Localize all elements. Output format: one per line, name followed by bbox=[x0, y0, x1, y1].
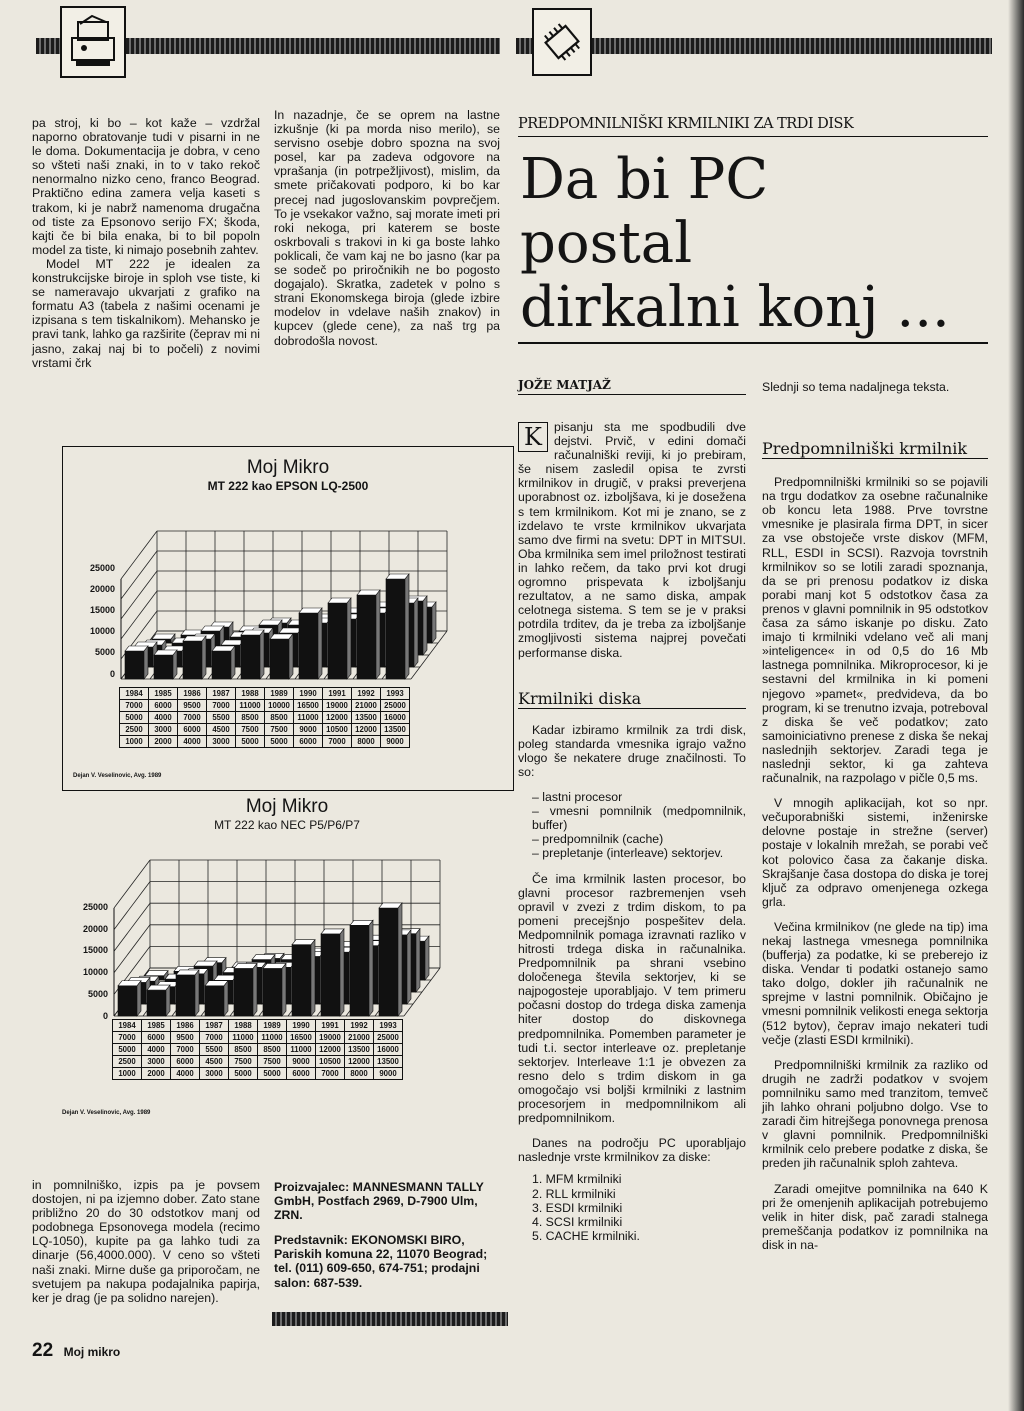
chart-title: Moj Mikro bbox=[245, 796, 329, 817]
data-label: 11000 bbox=[287, 1044, 316, 1056]
drop-cap: K bbox=[518, 422, 548, 452]
bar bbox=[350, 920, 373, 1016]
tick-label: 1991 bbox=[316, 1020, 345, 1032]
data-label: 7000 bbox=[316, 1068, 345, 1080]
bar bbox=[176, 970, 199, 1016]
paragraph: Večina krmilnikov (ne glede na tip) ima nekaj lastnega vmesnega pomnilnika (bufferja) za podatke, ki se preberejo iz diska. Vendar ti podatki ostanejo samo tako dolgo, dokler jih računalnik ne sprejme v lastni pomnilnik. Običajno je vmesni pomnilnik velikosti enega sektorja (512 bytov), čeprav imajo nekateri tudi večje (zlasti ESDI krmilniki). bbox=[762, 919, 988, 1047]
tick-label: 1987 bbox=[207, 688, 236, 700]
list-item: 5. CACHE krmilniki. bbox=[532, 1228, 640, 1243]
bar bbox=[125, 646, 148, 679]
paragraph: Predpomnilniški krmilniki so se pojavili na trgu dodatkov za osebne računalnike ob koncu leta 1988. Prve tovrstne vmesnike je plasirala firma DPT, in sicer za vse obstoječe vrste diskov (MFM, RLL, ESDI in SCSI). Razvoja tovrstnih krmilnikov so se lotili zaradi spoznanja, da se pri prenosu podatkov iz diska porabi manj kot 5 odstotkov časa za prenos v glavni pomnilnik in 95 odstotkov časa za sámo iskanje po disku. Zato imajo ti krmilniki vdelano več ali manj »inteligence« in od 0,5 do 16 Mb lastnega pomnilnika. Mikroprocesor, ki je sestavni del krmilnika in ki pomeni njegovo »pamet«, predvideva, da bo program, ki se trenutno izvaja, potreboval z diska še več podatkov; zato samoiniciativno prenese z diska še nekaj naslednjih sektorjev. Zaradi tega je naslednji sektor, ki ga zahteva računalnik, na razpolago v pičle 0,5 ms. bbox=[762, 475, 988, 786]
data-label: 6000 bbox=[171, 1056, 200, 1068]
data-label: 2500 bbox=[113, 1056, 142, 1068]
bar bbox=[154, 650, 177, 679]
tick-label: 1990 bbox=[287, 1020, 316, 1032]
data-label: 16000 bbox=[374, 1044, 403, 1056]
subhead: Krmilniki diska bbox=[518, 692, 746, 709]
tick-label: 1992 bbox=[345, 1020, 374, 1032]
data-label: 5000 bbox=[258, 1068, 287, 1080]
representative: Predstavnik: EKONOMSKI BIRO, Pariskih komuna 22, 11070 Beograd; tel. (011) 609-650, 674-751; prodajni salon: 687-539. bbox=[274, 1233, 488, 1290]
paragraph: Danes na področju PC uporabljajo naslednje vrste krmilnikov za diske: bbox=[518, 1136, 746, 1165]
data-label: 7500 bbox=[265, 724, 294, 736]
bar bbox=[212, 646, 235, 679]
data-label: 9000 bbox=[294, 724, 323, 736]
chart-credit: Dejan V. Veselinovic, Avg. 1989 bbox=[62, 1110, 151, 1116]
bar bbox=[328, 598, 351, 679]
article-kicker: PREDPOMNILNIŠKI KRMILNIKI ZA TRDI DISK bbox=[518, 115, 988, 137]
data-label: 4000 bbox=[142, 1044, 171, 1056]
data-label: 13500 bbox=[381, 724, 410, 736]
paragraph: Kadar izbiramo krmilnik za trdi disk, poleg standarda vmesnika igrajo važno vlogo še nekatere druge značilnosti. To so: bbox=[518, 722, 746, 779]
data-label: 7000 bbox=[120, 700, 149, 712]
bar bbox=[292, 940, 315, 1016]
list bbox=[532, 790, 746, 860]
list-item: – vmesni pomnilnik (medpomnilnik, buffer) bbox=[532, 804, 746, 833]
data-label: 21000 bbox=[352, 700, 381, 712]
data-label: 11000 bbox=[294, 712, 323, 724]
list-item: 3. ESDI krmilniki bbox=[532, 1200, 623, 1215]
printer-icon bbox=[60, 6, 126, 78]
data-label: 13500 bbox=[374, 1056, 403, 1068]
chart-subtitle: MT 222 kao EPSON LQ-2500 bbox=[207, 479, 369, 493]
tick-label: 1989 bbox=[258, 1020, 287, 1032]
tick-label: 1990 bbox=[294, 688, 323, 700]
bar bbox=[118, 981, 141, 1016]
grid-line bbox=[114, 882, 150, 930]
data-label: 7500 bbox=[236, 724, 265, 736]
data-label: 5500 bbox=[207, 712, 236, 724]
data-label: 1000 bbox=[113, 1068, 142, 1080]
bar bbox=[386, 574, 409, 679]
data-label: 11000 bbox=[229, 1032, 258, 1044]
data-label: 13500 bbox=[352, 712, 381, 724]
data-label: 6000 bbox=[287, 1068, 316, 1080]
data-label: 4500 bbox=[207, 724, 236, 736]
data-label: 16000 bbox=[381, 712, 410, 724]
chip-icon bbox=[532, 8, 592, 76]
data-label: 7000 bbox=[171, 1044, 200, 1056]
headline-rule bbox=[518, 342, 988, 344]
data-label: 11000 bbox=[236, 700, 265, 712]
tick-label: 1988 bbox=[236, 688, 265, 700]
data-label: 2000 bbox=[149, 736, 178, 748]
tick-label: 1989 bbox=[265, 688, 294, 700]
intro: Slednji so tema nadaljnega teksta. bbox=[762, 380, 950, 394]
data-label: 4000 bbox=[178, 736, 207, 748]
magazine-name: Moj mikro bbox=[63, 1345, 121, 1359]
list-item: 4. SCSI krmilniki bbox=[532, 1214, 623, 1229]
page-edge bbox=[1008, 0, 1024, 1411]
list-item: 1. MFM krmilniki bbox=[532, 1172, 622, 1187]
y-tick: 10000 bbox=[82, 967, 108, 977]
data-label: 7000 bbox=[113, 1032, 142, 1044]
paragraph: In nazadnje, če se oprem na lastne izkušnje (ki pa morda niso merilo), se servisno osebje dobro spozna na svoj posel, kar pa zadeva odgovore na vprašanja (in potrpežljivost), mislim, da smete pričakovati podporo, ki bo kar precej nad jugoslovanskim povprečjem. To je vsekakor važno, saj morate imeti pri roki nekoga, pri katerem se boste oskrbovali s trakovi in ki ga boste lahko poklicali, če vam kaj ne bo jasno (kar pa se sodeč po priročnikih ne bo pogosto dogajalo). Skratka, zadetek v polno s strani Ekonomskega biroja (glede izbire modelov in vdelave naših znakov) in kupcev (glede cene), za naš trg pa dobrodošla novost. bbox=[274, 108, 500, 348]
data-label: 4500 bbox=[200, 1056, 229, 1068]
data-label: 3000 bbox=[200, 1068, 229, 1080]
data-label: 7000 bbox=[323, 736, 352, 748]
data-label: 8000 bbox=[352, 736, 381, 748]
chart-2-svg bbox=[62, 834, 510, 1028]
article-col-a bbox=[518, 420, 746, 1243]
chart-title: Moj Mikro bbox=[246, 457, 330, 478]
tick-label: 1991 bbox=[323, 688, 352, 700]
page-number: 22 bbox=[32, 1340, 54, 1361]
data-label: 6000 bbox=[142, 1032, 171, 1044]
bar bbox=[299, 608, 322, 679]
tick-label: 1988 bbox=[229, 1020, 258, 1032]
chart-box-2 bbox=[62, 792, 512, 1122]
y-tick: 25000 bbox=[89, 563, 115, 573]
bar bbox=[183, 636, 206, 679]
data-label: 10500 bbox=[316, 1056, 345, 1068]
paragraph: pa stroj, ki bo – kot kaže – vzdržal naporno obratovanje tudi v pisarni in ne le doma. Dokumentacija je dobra, v ceno so všteti naši znaki, in to v tako rekoč nenormalno nizko ceno, franco Beograd. Praktično edina zamera velja kaseti s trakom, ki je nabrž namenoma drugačna od tiste za Epsonovo serijo FX; škoda, kajti če bi bila enaka, bi to bil popoln model za tiste, ki nimajo posebnih zahtev. bbox=[32, 116, 260, 257]
grid-line bbox=[114, 903, 150, 951]
y-tick: 5000 bbox=[94, 647, 115, 657]
y-tick: 0 bbox=[109, 669, 115, 679]
data-label: 7000 bbox=[200, 1032, 229, 1044]
bar bbox=[241, 630, 264, 679]
article-headline: Da bi PC postal dirkalni konj ... bbox=[520, 147, 950, 340]
y-tick: 15000 bbox=[82, 945, 108, 955]
paragraph: Model MT 222 je idealen za konstrukcijske biroje in sploh vse tiste, ki se nameravajo ukvarjati z grafiko na formatu A3 (tabela z našimi ocenami je izpisana s tem tiskalnikom). Mehansko je pravi tank, lahko ga razširite (čeprav mi ni jasno, zakaj naj bi to počeli) z novimi vrstami črk bbox=[32, 256, 260, 370]
col1-bottom-text bbox=[32, 1178, 260, 1316]
grid-line bbox=[114, 925, 150, 973]
data-label: 12000 bbox=[316, 1044, 345, 1056]
list-item: 2. RLL krmilniki bbox=[532, 1186, 616, 1201]
data-label: 19000 bbox=[323, 700, 352, 712]
bar bbox=[270, 634, 293, 679]
grid-line bbox=[121, 571, 157, 619]
chart-subtitle: MT 222 kao NEC P5/P6/P7 bbox=[214, 818, 360, 832]
data-label: 8500 bbox=[236, 712, 265, 724]
data-label: 5500 bbox=[200, 1044, 229, 1056]
bar bbox=[205, 981, 228, 1016]
data-label: 3000 bbox=[207, 736, 236, 748]
y-tick: 15000 bbox=[89, 605, 115, 615]
data-label: 1000 bbox=[120, 736, 149, 748]
data-label: 8500 bbox=[258, 1044, 287, 1056]
data-label: 12000 bbox=[345, 1056, 374, 1068]
chart-1-svg bbox=[63, 507, 511, 687]
data-label: 9000 bbox=[287, 1056, 316, 1068]
data-label: 21000 bbox=[345, 1032, 374, 1044]
tick-label: 1993 bbox=[381, 688, 410, 700]
paragraph: V mnogih aplikacijah, kot so npr. večuporabniški sistemi, inženirske delovne postaje in strežne (server) postaje v lokalnih mrežah, se porabi več kot polovico časa za čakanje diska. Skrajšanje časa dostopa do diska je torej ključ za odpravo omenjenega ozkega grla. bbox=[762, 796, 988, 909]
data-label: 8000 bbox=[345, 1068, 374, 1080]
list-item: – prepletanje (interleave) sektorjev. bbox=[532, 846, 724, 861]
data-label: 5000 bbox=[265, 736, 294, 748]
data-label: 6000 bbox=[178, 724, 207, 736]
tick-label: 1984 bbox=[120, 688, 149, 700]
tick-label: 1986 bbox=[171, 1020, 200, 1032]
data-label: 12000 bbox=[352, 724, 381, 736]
chart-credit: Dejan V. Veselinovic, Avg. 1989 bbox=[73, 773, 162, 779]
data-label: 13500 bbox=[345, 1044, 374, 1056]
chart-1-table bbox=[119, 687, 410, 748]
data-label: 5000 bbox=[229, 1068, 258, 1080]
col1-top-text bbox=[32, 116, 260, 381]
data-label: 8500 bbox=[229, 1044, 258, 1056]
chart-box-1 bbox=[62, 446, 514, 791]
bar bbox=[263, 963, 286, 1016]
y-tick: 20000 bbox=[82, 924, 108, 934]
paragraph: Zaradi omejitve pomnilnika na 640 K pri že omenjenih aplikacijah potrebujemo velik in hiter disk, pač zaradi stalnega premeščanja podatkov iz pomnilnika na disk in na- bbox=[762, 1181, 988, 1252]
data-label: 12000 bbox=[323, 712, 352, 724]
data-label: 25000 bbox=[381, 700, 410, 712]
chart-2-table bbox=[112, 1019, 403, 1080]
paragraph: K pisanju sta me spodbudili dve dejstvi. Prvič, v edini domači računalniški reviji, ki jo prebiram, še nisem zasledil opisa te zvrsti krmilnikov in drugič, v praksi preverjena uporabnost oz. izboljšava, ki je dosežena s tem krmilnikom. Kot mi je znano, se z izdelavo te vrste krmilnikov ukvarjata samo dve firmi na svetu: DPT in MITSUI. Oba krmilnika sem imel priložnost testirati in lahko rečem, da tako prvi kot drugi ogromno prispevata k izboljšanju rezultatov, a ne samo diska, ampak celotnega sistema. S tem se je v praksi potrdila trditev, da je treba za izboljšanje zmogljivosti sistema najprej povečati performanse diska. bbox=[518, 420, 746, 660]
list-item: – lastni procesor bbox=[532, 790, 623, 805]
data-label: 10500 bbox=[323, 724, 352, 736]
bar bbox=[321, 929, 344, 1016]
paragraph: Če ima krmilnik lasten procesor, bo glavni procesor razbremenjen vseh opravil v zvezi z trdim diskom, to pa pomeni precejšnjo pospešitev dela. Medpomnilnik pomaga izravnati razliko v hitrosti trdega diska in računalnika. Predpomnilnik pa shrani vsebino določenega števila sektorjev, ki se najpogosteje uporabljajo. V tem primeru počasni dostop do trdega diska zamenja hiter dostop do diskovnega predpomnilnika. Pomemben parameter je tudi t.i. sector interleave oz. prepletanje sektorjev. Interleave 1:1 je obvezen za resno delo s trdim diskom in ga omogočajo vsi boljši krmilniki z lastnim procesorjem in medpomnilnikom ali predpomnilnikom. bbox=[518, 871, 746, 1126]
data-label: 11000 bbox=[258, 1032, 287, 1044]
data-label: 5000 bbox=[236, 736, 265, 748]
data-label: 9000 bbox=[374, 1068, 403, 1080]
data-label: 25000 bbox=[374, 1032, 403, 1044]
data-label: 2000 bbox=[142, 1068, 171, 1080]
tick-label: 1985 bbox=[142, 1020, 171, 1032]
producer: Proizvajalec: MANNESMANN TALLY GmbH, Postfach 2969, D-7900 Ulm, ZRN. bbox=[274, 1180, 484, 1223]
footer-bar bbox=[272, 1312, 508, 1326]
y-tick: 20000 bbox=[89, 584, 115, 594]
data-label: 9500 bbox=[178, 700, 207, 712]
grid-line bbox=[121, 551, 157, 599]
data-label: 7500 bbox=[229, 1056, 258, 1068]
grid-line bbox=[121, 591, 157, 639]
data-label: 5000 bbox=[120, 712, 149, 724]
tick-label: 1985 bbox=[149, 688, 178, 700]
data-label: 8500 bbox=[265, 712, 294, 724]
data-label: 4000 bbox=[171, 1068, 200, 1080]
tick-label: 1984 bbox=[113, 1020, 142, 1032]
list-item: – predpomnilnik (cache) bbox=[532, 832, 664, 847]
data-label: 16500 bbox=[294, 700, 323, 712]
tick-label: 1992 bbox=[352, 688, 381, 700]
grid-line bbox=[121, 531, 157, 579]
data-label: 19000 bbox=[316, 1032, 345, 1044]
data-label: 6000 bbox=[149, 700, 178, 712]
bar bbox=[234, 963, 257, 1016]
bar bbox=[379, 903, 402, 1016]
tick-label: 1993 bbox=[374, 1020, 403, 1032]
data-label: 6000 bbox=[294, 736, 323, 748]
y-tick: 10000 bbox=[89, 626, 115, 636]
article-col-b bbox=[762, 439, 988, 1263]
col2-top-text bbox=[274, 108, 500, 359]
data-label: 2500 bbox=[120, 724, 149, 736]
data-label: 5000 bbox=[113, 1044, 142, 1056]
data-label: 7500 bbox=[258, 1056, 287, 1068]
data-label: 7000 bbox=[207, 700, 236, 712]
page-footer bbox=[32, 1340, 120, 1362]
author: JOŽE MATJAŽ bbox=[518, 378, 746, 395]
data-label: 16500 bbox=[287, 1032, 316, 1044]
data-label: 3000 bbox=[149, 724, 178, 736]
bar bbox=[357, 590, 380, 679]
data-label: 9000 bbox=[381, 736, 410, 748]
tick-label: 1987 bbox=[200, 1020, 229, 1032]
data-label: 9500 bbox=[171, 1032, 200, 1044]
y-tick: 0 bbox=[102, 1011, 108, 1021]
data-label: 3000 bbox=[142, 1056, 171, 1068]
paragraph: Predpomnilniški krmilnik za razliko od drugih ne zadrži podatkov v svojem pomnilniku samo med tranzitom, temveč jih lahko ohrani poljubno dolgo. Vse to zaradi čim hitrejšega ponovnega prenosa v glavni pomnilnik. Predpomnilniški krmilnik celo prebere podatke z diska, še preden jih računalnik sploh zahteva. bbox=[762, 1057, 988, 1171]
subhead: Predpomnilniški krmilnik bbox=[762, 442, 988, 459]
bar bbox=[147, 985, 170, 1016]
y-tick: 25000 bbox=[82, 902, 108, 912]
tick-label: 1986 bbox=[178, 688, 207, 700]
paragraph: in pomnilniško, izpis pa je povsem dostojen, ni pa izjemno dober. Zato stane približno 20 do 30 odstotkov manj od podobnega Epsonovega modela (recimo LQ-1050), kupite pa ga lahko tudi za dinarje (56,4000.000). V ceno so všteti naši znaki. Mirne duše ga priporočam, ne svetujem pa nakupa podajalnika papirja, ker je drag (je pa solidno narejen). bbox=[32, 1178, 260, 1305]
data-label: 10000 bbox=[265, 700, 294, 712]
grid-line bbox=[114, 860, 150, 908]
producer-info bbox=[274, 1180, 500, 1301]
y-tick: 5000 bbox=[87, 989, 108, 999]
data-label: 7000 bbox=[178, 712, 207, 724]
list bbox=[532, 1172, 746, 1242]
data-label: 4000 bbox=[149, 712, 178, 724]
